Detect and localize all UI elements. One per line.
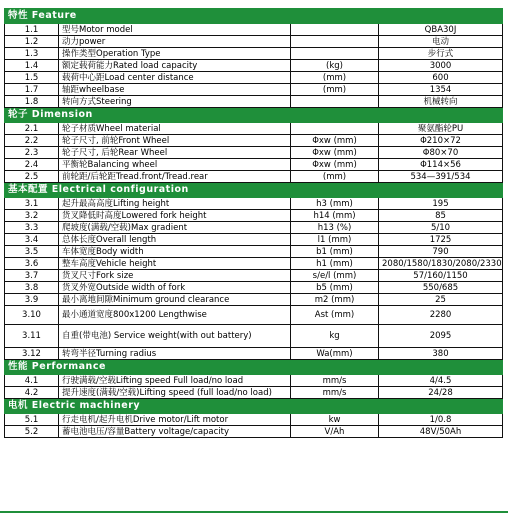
row-value: 48V/50Ah xyxy=(379,426,503,438)
row-value: 1725 xyxy=(379,234,503,246)
row-item: 操作类型Operation Type xyxy=(59,48,291,60)
table-row xyxy=(5,84,503,96)
row-number: 1.3 xyxy=(5,48,59,60)
row-number: 1.1 xyxy=(5,24,59,36)
row-number: 2.4 xyxy=(5,159,59,171)
table-row xyxy=(5,234,503,246)
table-row xyxy=(5,306,503,325)
row-item: 额定载荷能力Rated load capacity xyxy=(59,60,291,72)
row-value: Φ114×56 xyxy=(379,159,503,171)
table-row xyxy=(5,294,503,306)
row-item: 转弯半径Turning radius xyxy=(59,348,291,360)
row-number: 3.10 xyxy=(5,306,59,325)
section-title: 轮子 Dimension xyxy=(5,108,503,123)
table-row xyxy=(5,348,503,360)
table-row xyxy=(5,24,503,36)
row-item: 爬坡度(满载/空载)Max gradient xyxy=(59,222,291,234)
table-row xyxy=(5,246,503,258)
row-unit xyxy=(291,24,379,36)
row-item: 提升速度(满载/空载)Lifting speed (full load/no load) xyxy=(59,387,291,399)
row-value: 57/160/1150 xyxy=(379,270,503,282)
row-unit: Φxw (mm) xyxy=(291,159,379,171)
section-title: 性能 Performance xyxy=(5,360,503,375)
row-item: 平衡轮Balancing wheel xyxy=(59,159,291,171)
table-row xyxy=(5,258,503,270)
row-value: 1/0.8 xyxy=(379,414,503,426)
row-unit: kg xyxy=(291,325,379,348)
section-header xyxy=(5,108,503,123)
section-title: 电机 Electric machinery xyxy=(5,399,503,414)
row-item: 起升最高高度Lifting height xyxy=(59,198,291,210)
row-unit: mm/s xyxy=(291,387,379,399)
row-value: 550/685 xyxy=(379,282,503,294)
table-row xyxy=(5,325,503,348)
table-row xyxy=(5,375,503,387)
row-number: 5.2 xyxy=(5,426,59,438)
row-unit xyxy=(291,123,379,135)
row-unit: h1 (mm) xyxy=(291,258,379,270)
row-unit: b1 (mm) xyxy=(291,246,379,258)
row-unit: Wa(mm) xyxy=(291,348,379,360)
row-unit: b5 (mm) xyxy=(291,282,379,294)
table-row xyxy=(5,147,503,159)
row-unit: (mm) xyxy=(291,72,379,84)
row-value: QBA30J xyxy=(379,24,503,36)
row-item: 货叉尺寸Fork size xyxy=(59,270,291,282)
row-item: 载荷中心距Load center distance xyxy=(59,72,291,84)
row-number: 5.1 xyxy=(5,414,59,426)
row-number: 3.9 xyxy=(5,294,59,306)
row-unit: (mm) xyxy=(291,84,379,96)
row-item: 行驶满载/空载Lifting speed Full load/no load xyxy=(59,375,291,387)
section-header xyxy=(5,360,503,375)
row-number: 1.4 xyxy=(5,60,59,72)
row-item: 型号Motor model xyxy=(59,24,291,36)
row-unit: Φxw (mm) xyxy=(291,135,379,147)
table-row xyxy=(5,414,503,426)
row-unit xyxy=(291,48,379,60)
row-value: Φ80×70 xyxy=(379,147,503,159)
row-item: 总体长度Overall length xyxy=(59,234,291,246)
row-value: 600 xyxy=(379,72,503,84)
row-value: 2280 xyxy=(379,306,503,325)
row-number: 3.8 xyxy=(5,282,59,294)
row-number: 3.1 xyxy=(5,198,59,210)
row-item: 前轮距/后轮距Tread.front/Tread.rear xyxy=(59,171,291,183)
row-number: 2.5 xyxy=(5,171,59,183)
row-unit xyxy=(291,36,379,48)
row-number: 3.4 xyxy=(5,234,59,246)
row-value: 534—391/534 xyxy=(379,171,503,183)
row-unit: s/e/l (mm) xyxy=(291,270,379,282)
table-row xyxy=(5,222,503,234)
row-unit: Φxw (mm) xyxy=(291,147,379,159)
table-row xyxy=(5,135,503,147)
table-row xyxy=(5,171,503,183)
row-unit: l1 (mm) xyxy=(291,234,379,246)
row-number: 2.1 xyxy=(5,123,59,135)
row-item: 轮子尺寸, 后轮Rear Wheel xyxy=(59,147,291,159)
row-number: 2.2 xyxy=(5,135,59,147)
row-unit: V/Ah xyxy=(291,426,379,438)
row-value: 1354 xyxy=(379,84,503,96)
row-value: 24/28 xyxy=(379,387,503,399)
row-value: 2095 xyxy=(379,325,503,348)
row-value: 5/10 xyxy=(379,222,503,234)
section-title: 特性 Feature xyxy=(5,9,503,24)
row-number: 4.2 xyxy=(5,387,59,399)
table-row xyxy=(5,60,503,72)
row-value: 85 xyxy=(379,210,503,222)
row-unit: h13 (%) xyxy=(291,222,379,234)
table-row xyxy=(5,36,503,48)
row-number: 3.12 xyxy=(5,348,59,360)
row-item: 轮子材质Wheel material xyxy=(59,123,291,135)
row-number: 3.3 xyxy=(5,222,59,234)
table-row xyxy=(5,72,503,84)
row-item: 整车高度Vehicle height xyxy=(59,258,291,270)
row-item: 蓄电池电压/容量Battery voltage/capacity xyxy=(59,426,291,438)
row-number: 1.8 xyxy=(5,96,59,108)
spec-table xyxy=(4,8,503,438)
row-unit: kw xyxy=(291,414,379,426)
row-item: 转向方式Steering xyxy=(59,96,291,108)
row-unit: (mm) xyxy=(291,171,379,183)
row-number: 4.1 xyxy=(5,375,59,387)
row-value: 2080/1580/1830/2080/2330 xyxy=(379,258,503,270)
row-value: 195 xyxy=(379,198,503,210)
row-number: 2.3 xyxy=(5,147,59,159)
section-title: 基本配置 Electrical configuration xyxy=(5,183,503,198)
row-item: 轮子尺寸, 前轮Front Wheel xyxy=(59,135,291,147)
row-value: Φ210×72 xyxy=(379,135,503,147)
section-header xyxy=(5,9,503,24)
row-number: 3.7 xyxy=(5,270,59,282)
table-row xyxy=(5,210,503,222)
bottom-divider xyxy=(0,511,508,513)
row-value: 790 xyxy=(379,246,503,258)
table-row xyxy=(5,198,503,210)
row-value: 聚氨酯轮PU xyxy=(379,123,503,135)
table-row xyxy=(5,282,503,294)
row-unit: Ast (mm) xyxy=(291,306,379,325)
row-number: 3.11 xyxy=(5,325,59,348)
section-header xyxy=(5,183,503,198)
row-value: 3000 xyxy=(379,60,503,72)
row-item: 动力power xyxy=(59,36,291,48)
table-row xyxy=(5,270,503,282)
row-unit: mm/s xyxy=(291,375,379,387)
row-unit: h14 (mm) xyxy=(291,210,379,222)
row-value: 25 xyxy=(379,294,503,306)
row-unit: h3 (mm) xyxy=(291,198,379,210)
table-row xyxy=(5,426,503,438)
row-item: 车体宽度Body width xyxy=(59,246,291,258)
row-item: 货叉降低时高度Lowered fork height xyxy=(59,210,291,222)
table-row xyxy=(5,159,503,171)
row-unit: (kg) xyxy=(291,60,379,72)
row-value: 380 xyxy=(379,348,503,360)
row-number: 1.5 xyxy=(5,72,59,84)
row-number: 1.2 xyxy=(5,36,59,48)
table-row xyxy=(5,96,503,108)
row-item: 轴距wheelbase xyxy=(59,84,291,96)
row-value: 机械转向 xyxy=(379,96,503,108)
row-number: 1.7 xyxy=(5,84,59,96)
table-row xyxy=(5,387,503,399)
row-unit: m2 (mm) xyxy=(291,294,379,306)
row-item: 自重(带电池) Service weight(with out battery) xyxy=(59,325,291,348)
section-header xyxy=(5,399,503,414)
row-number: 3.6 xyxy=(5,258,59,270)
row-item: 最小离地间隙Minimum ground clearance xyxy=(59,294,291,306)
row-value: 电动 xyxy=(379,36,503,48)
row-item: 最小通道宽度800x1200 Lengthwise xyxy=(59,306,291,325)
row-number: 3.2 xyxy=(5,210,59,222)
row-item: 货叉外宽Outside width of fork xyxy=(59,282,291,294)
row-value: 4/4.5 xyxy=(379,375,503,387)
row-value: 步行式 xyxy=(379,48,503,60)
table-row xyxy=(5,123,503,135)
table-row xyxy=(5,48,503,60)
row-number: 3.5 xyxy=(5,246,59,258)
row-unit xyxy=(291,96,379,108)
row-item: 行走电机/起升电机Drive motor/Lift motor xyxy=(59,414,291,426)
